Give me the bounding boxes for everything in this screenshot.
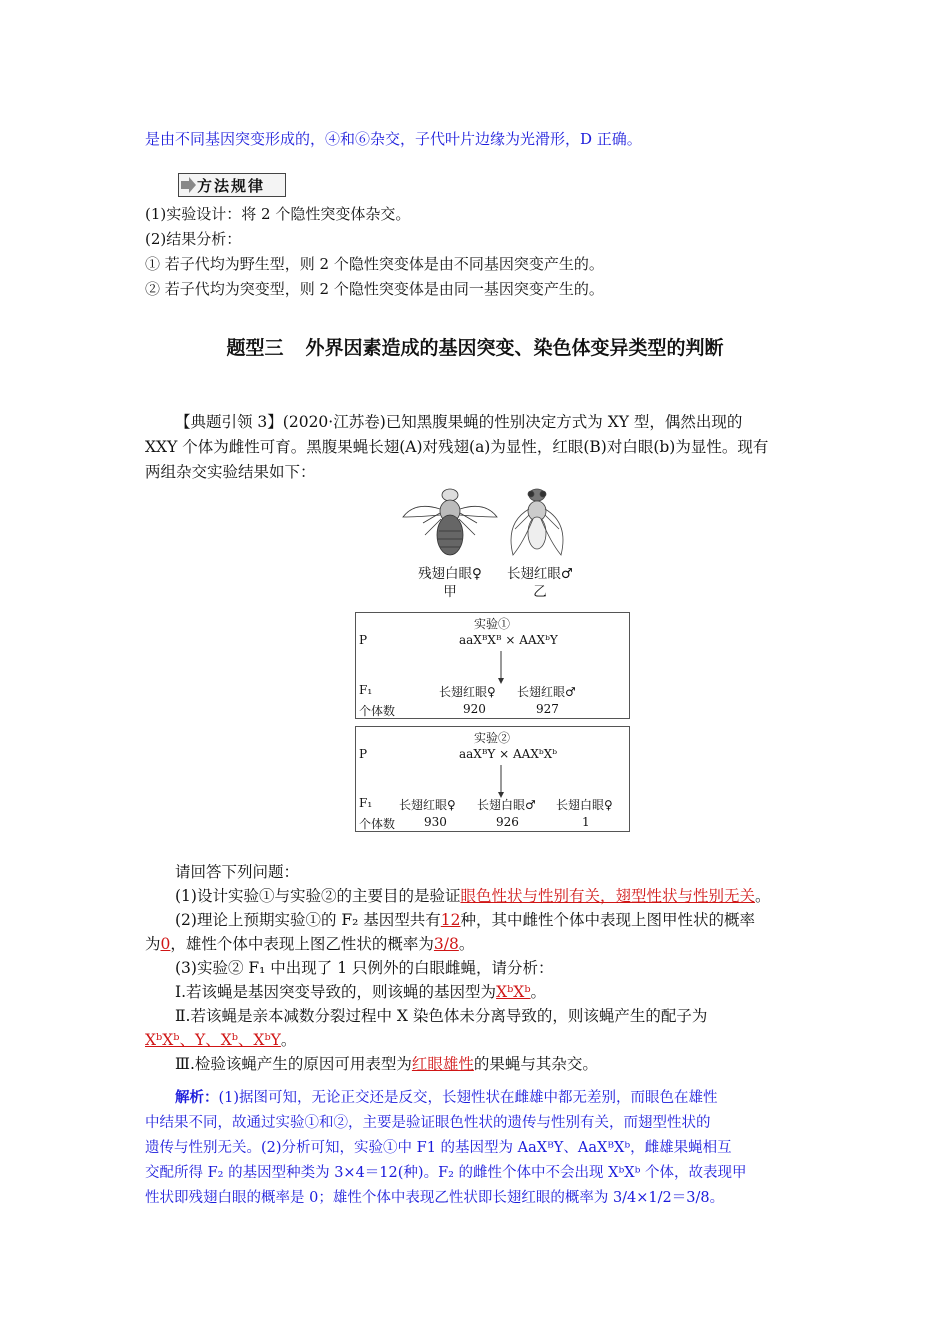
analysis-line-4: 交配所得 F₂ 的基因型种类为 3×4＝12(种)。F₂ 的雌性个体中不会出现 XᵇXᵇ 个体，故表现甲	[145, 1165, 747, 1181]
exp2-count-label: 个体数	[359, 817, 396, 831]
exp2-p-label: P	[359, 747, 368, 761]
exp1-pheno-2: 长翅红眼♂	[517, 685, 576, 699]
exp2-cross: aaXᴮY × AAXᵇXᵇ	[459, 747, 558, 761]
qIII-answer: 红眼雄性	[411, 1055, 474, 1073]
fly-right-name: 乙	[533, 584, 547, 600]
fly-right-label	[500, 565, 580, 601]
q1-text: (1)设计实验①与实验②的主要目的是验证	[175, 887, 461, 905]
example-intro-line-2: XXY 个体为雌性可育。黑腹果蝇长翅(A)对残翅(a)为显性，红眼(B)对白眼(b)为显性。现有	[145, 438, 769, 456]
example-source: (2020·江苏卷)	[282, 413, 386, 431]
section-number: 题型三	[226, 337, 284, 359]
analysis-block	[145, 1085, 805, 1211]
fly-illustrations	[395, 483, 585, 603]
exp1-cross: aaXᴮXᴮ × AAXᵇY	[459, 633, 558, 647]
question-2-cont	[145, 932, 805, 956]
experiment-2-box	[355, 726, 630, 832]
fly-left-icon	[403, 489, 497, 555]
fly-left-label	[410, 565, 490, 601]
question-3-III	[145, 1052, 805, 1076]
fly-left-phenotype: 残翅白眼♀	[418, 566, 482, 582]
section-title: 外界因素造成的基因突变、染色体变异类型的判断	[305, 337, 724, 359]
exp1-count-1: 920	[463, 702, 486, 716]
method-title: 方法规律	[197, 176, 266, 195]
analysis-line-1	[145, 1085, 805, 1111]
q2-text-2: 为	[145, 935, 161, 953]
q1-end: 。	[754, 887, 771, 905]
q2-answer-2: 0	[160, 935, 171, 953]
exp2-count-1: 930	[424, 815, 447, 829]
analysis-label: 解析：	[175, 1089, 219, 1106]
q2-text-3: ，雄性个体中表现上图乙性状的概率为	[170, 935, 434, 953]
exp2-title: 实验②	[474, 731, 511, 745]
question-3-I	[145, 980, 805, 1004]
exp2-pheno-1: 长翅红眼♀	[399, 798, 456, 812]
example-tag: 【典题引领 3】	[175, 413, 283, 431]
exp1-pheno-1: 长翅红眼♀	[439, 685, 496, 699]
exp2-arrow-icon	[496, 765, 506, 799]
q1-answer: 眼色性状与性别有关，翅型性状与性别无关	[460, 887, 755, 905]
exp1-arrow-icon	[496, 651, 506, 685]
analysis-line-2: 中结果不同，故通过实验①和②，主要是验证眼色性状的遗传与性别有关，而翅型性状的	[145, 1115, 711, 1131]
q2-answer-3: 3/8	[433, 935, 459, 953]
example-intro-line-3: 两组杂交实验结果如下：	[145, 463, 316, 481]
analysis-text-1: (1)据图可知，无论正交还是反交，长翅性状在雌雄中都无差别，而眼色在雄性	[218, 1090, 718, 1106]
exp2-count-2: 926	[496, 815, 519, 829]
fly-drawings	[395, 483, 585, 563]
question-1	[145, 884, 805, 908]
method-line-4: ② 若子代均为突变型，则 2 个隐性突变体是由同一基因突变产生的。	[145, 280, 604, 298]
experiment-1-box	[355, 612, 630, 719]
q2-end: 。	[458, 935, 475, 953]
example-intro	[145, 410, 805, 485]
section-heading	[0, 333, 950, 360]
exp1-count-2: 927	[536, 702, 559, 716]
qI-end: 。	[530, 983, 547, 1001]
exp1-title: 实验①	[474, 617, 511, 631]
method-line-3: ① 若子代均为野生型，则 2 个隐性突变体是由不同基因突变产生的。	[145, 255, 604, 273]
question-3: (3)实验② F₁ 中出现了 1 只例外的白眼雌蝇，请分析：	[175, 959, 554, 977]
arrow-icon	[179, 174, 197, 196]
qI-answer: XᵇXᵇ	[496, 983, 531, 1001]
previous-answer-text: 是由不同基因突变形成的，④和⑥杂交，子代叶片边缘为光滑形，D 正确。	[145, 130, 642, 148]
analysis-line-5: 性状即残翅白眼的概率是 0；雄性个体中表现乙性状即长翅红眼的概率为 3/4×1/2＝3/8。	[145, 1190, 725, 1206]
q2-text-mid: 种，其中雌性个体中表现上图甲性状的概率	[460, 911, 756, 929]
qII-end: 。	[280, 1031, 297, 1049]
q2-text: (2)理论上预期实验①的 F₂ 基因型共有	[175, 911, 441, 929]
question-2	[145, 908, 805, 932]
exp1-f1-label: F₁	[359, 683, 373, 697]
exp2-pheno-3: 长翅白眼♀	[556, 798, 613, 812]
q2-answer-1: 12	[440, 911, 461, 929]
questions-prompt: 请回答下列问题：	[175, 863, 300, 881]
question-3-II-answer	[145, 1028, 805, 1052]
exp2-count-3: 1	[582, 815, 590, 829]
method-badge	[178, 173, 286, 197]
example-intro-line-1: 已知黑腹果蝇的性别决定方式为 XY 型，偶然出现的	[385, 413, 743, 431]
qIII-end: 的果蝇与其杂交。	[473, 1055, 598, 1073]
exp1-count-label: 个体数	[359, 704, 396, 718]
questions-block	[145, 860, 805, 1076]
method-line-2: (2)结果分析：	[145, 230, 242, 248]
question-3-II: Ⅱ.若该蝇是亲本减数分裂过程中 X 染色体未分离导致的，则该蝇产生的配子为	[175, 1007, 708, 1025]
qI-text: Ⅰ.若该蝇是基因突变导致的，则该蝇的基因型为	[175, 983, 497, 1001]
fly-right-icon	[511, 489, 563, 555]
method-line-1: (1)实验设计：将 2 个隐性突变体杂交。	[145, 205, 411, 223]
fly-right-phenotype: 长翅红眼♂	[506, 566, 574, 582]
qIII-text: Ⅲ.检验该蝇产生的原因可用表型为	[175, 1055, 412, 1073]
exp1-p-label: P	[359, 633, 368, 647]
exp2-f1-label: F₁	[359, 796, 373, 810]
qII-answer: XᵇXᵇ、Y、Xᵇ、XᵇY	[145, 1031, 281, 1049]
fly-left-name: 甲	[443, 584, 457, 600]
analysis-line-3: 遗传与性别无关。(2)分析可知，实验①中 F1 的基因型为 AaXᴮY、AaXᴮXᵇ，雌雄果蝇相互	[145, 1140, 732, 1156]
exp2-pheno-2: 长翅白眼♂	[477, 798, 536, 812]
